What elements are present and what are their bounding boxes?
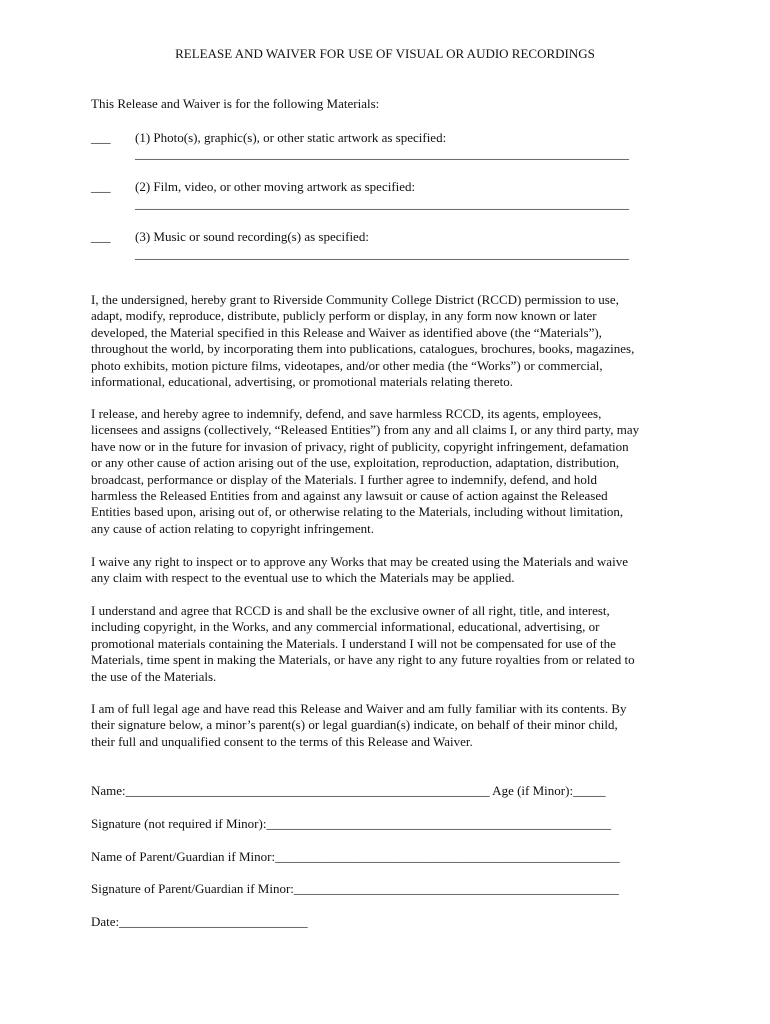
name-age-field[interactable]: Name:________________________________________________________ Age (if Minor):_____: [91, 783, 606, 798]
paragraph-line: promotional materials containing the Materials. I understand I will not be compensated for use of the: [91, 635, 616, 651]
paragraph-line: any claim with respect to the eventual use to which the Materials may be applied.: [91, 570, 515, 586]
paragraph-line: broadcast, performance or display of the Materials. I further agree to indemnify, defend, and hold: [91, 471, 597, 487]
item-2-checkbox-blank[interactable]: ___: [91, 179, 111, 194]
item-1-checkbox-blank[interactable]: ___: [91, 130, 111, 145]
indemnify-paragraph: [91, 406, 691, 537]
signature-field[interactable]: Signature (not required if Minor):_____________________________________________________: [91, 816, 611, 831]
item-3-label: (3) Music or sound recording(s) as specified:: [135, 229, 369, 244]
paragraph-line: have now or in the future for invasion of privacy, right of publicity, copyright infringement, defamation: [91, 438, 629, 454]
paragraph-line: or any other cause of action arising out of the use, exploitation, reproduction, adaptation, distribution,: [91, 455, 620, 471]
waive-paragraph: [91, 554, 691, 587]
parent-signature-field[interactable]: Signature of Parent/Guardian if Minor:__________________________________________________: [91, 881, 619, 896]
item-1-label: (1) Photo(s), graphic(s), or other static artwork as specified:: [135, 130, 447, 145]
paragraph-line: developed, the Material specified in this Release and Waiver as identified above (the “Materials”),: [91, 324, 602, 340]
document-title: RELEASE AND WAIVER FOR USE OF VISUAL OR AUDIO RECORDINGS: [175, 46, 595, 61]
item-2-label: (2) Film, video, or other moving artwork as specified:: [135, 179, 416, 194]
paragraph-line: the use of the Materials.: [91, 668, 217, 684]
item-3-checkbox-blank[interactable]: ___: [91, 229, 111, 244]
paragraph-line: informational, educational, advertising, or promotional materials relating thereto.: [91, 374, 514, 390]
intro-text: This Release and Waiver is for the following Materials:: [91, 96, 380, 111]
item-3-specify-line[interactable]: ____________________________________________________________________________: [135, 246, 629, 261]
paragraph-line: photo exhibits, motion picture films, videotapes, and/or other media (the “Works”) or commercial,: [91, 357, 603, 373]
paragraph-line: adapt, modify, reproduce, distribute, publicly perform or display, in any form now known or later: [91, 308, 597, 324]
parent-name-field[interactable]: Name of Parent/Guardian if Minor:_____________________________________________________: [91, 849, 620, 864]
paragraph-line: I release, and hereby agree to indemnify, defend, and save harmless RCCD, its agents, employees,: [91, 406, 602, 421]
paragraph-line: Entities based upon, arising out of, or otherwise relating to the Materials, including without limitation,: [91, 504, 624, 520]
item-2-specify-line[interactable]: ____________________________________________________________________________: [135, 196, 629, 211]
date-field[interactable]: Date:_____________________________: [91, 914, 308, 929]
paragraph-line: their signature below, a minor’s parent(s) or legal guardian(s) indicate, on behalf of their minor child,: [91, 717, 618, 733]
paragraph-line: harmless the Released Entities from and against any lawsuit or cause of action against the Released: [91, 488, 608, 504]
paragraph-line: I am of full legal age and have read this Release and Waiver and am fully familiar with its contents. By: [91, 701, 627, 716]
ownership-paragraph: [91, 603, 691, 685]
paragraph-line: I understand and agree that RCCD is and shall be the exclusive owner of all right, title, and interest,: [91, 603, 610, 618]
legal-age-paragraph: [91, 701, 691, 750]
paragraph-line: Materials, time spent in making the Materials, or have any right to any future royalties from or related to: [91, 652, 635, 668]
paragraph-line: any cause of action relating to copyright infringement.: [91, 520, 375, 536]
grant-paragraph: [91, 292, 691, 390]
paragraph-line: throughout the world, by incorporating them into publications, catalogues, brochures, books, magazines,: [91, 341, 635, 357]
paragraph-line: their full and unqualified consent to the terms of this Release and Waiver.: [91, 733, 473, 749]
item-1-specify-line[interactable]: ____________________________________________________________________________: [135, 146, 629, 161]
paragraph-line: licensees and assigns (collectively, “Released Entities”) from any and all claims I, or any third party, may: [91, 422, 640, 438]
paragraph-line: I waive any right to inspect or to approve any Works that may be created using the Materials and waive: [91, 554, 628, 569]
paragraph-line: including copyright, in the Works, and any commercial informational, educational, advertising, or: [91, 619, 600, 635]
paragraph-line: I, the undersigned, hereby grant to Riverside Community College District (RCCD) permission to use,: [91, 292, 619, 307]
